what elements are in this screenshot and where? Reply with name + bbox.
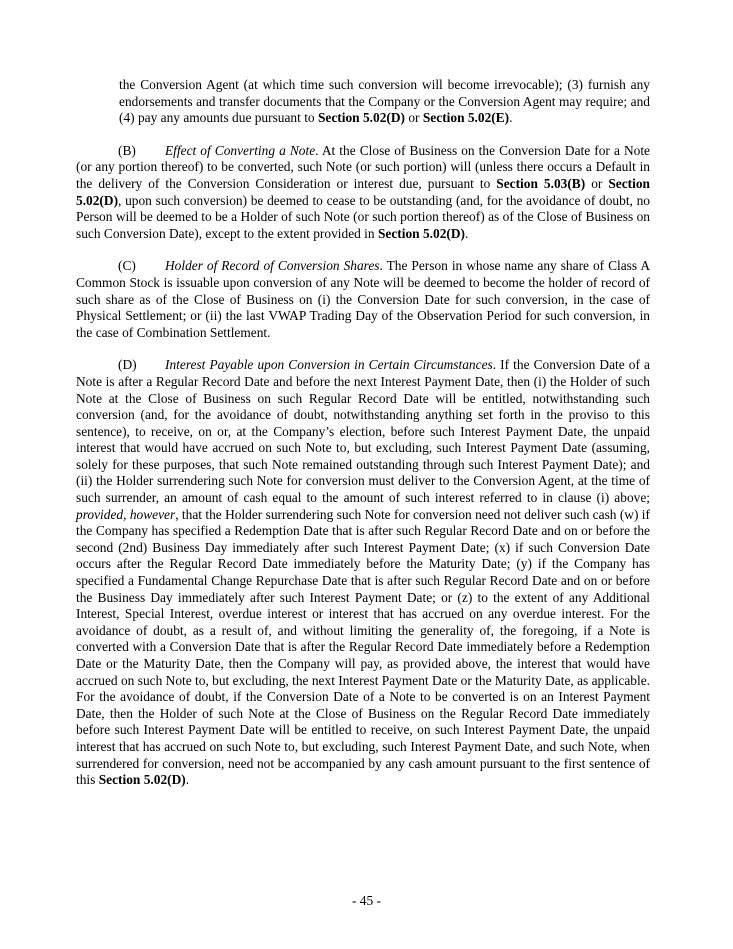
text-run: . If the Conversion Date of a Note is after a Regular Record Date and before the next Interest Payment Date, then (i) the Holder of such Note at the Close of Business on such Regular Record Date will be entitled, notwithstanding such conversion (and, for the avoidance of doubt, notwithstanding anything set forth in the proviso to this sentence), to receive, on or, at the Company’s election, before such Interest Payment Date, the unpaid interest that would have accrued on such Note to, but excluding, such Interest Payment Date (assuming, solely for these purposes, that such Note remained outstanding through such Interest Payment Date); and (ii) the Holder surrendering such Note for conversion must deliver to the Conversion Agent, at the time of such surrender, an amount of cash equal to the amount of such interest referred to in clause (i) above;: [76, 357, 650, 506]
paragraph-label-d: (D): [118, 357, 137, 373]
text-run: provided, however: [76, 506, 176, 522]
text-run: Section 5.02(D): [76, 175, 650, 208]
paragraph-interest-payable: [76, 357, 650, 788]
text-run: . The Person in whose name any share of Class A Common Stock is issuable upon conversion of any Note will be deemed to become the holder of record of such share as of the Close of Business on (i) the Conversion Date for such conversion, in the case of Physical Settlement; or (ii) the last VWAP Trading Day of the Observation Period for such conversion, in the case of Combination Settlement.: [76, 258, 651, 340]
paragraph-label-b: (B): [118, 142, 136, 158]
text-run: .: [509, 110, 513, 126]
text-run: the Conversion Agent (at which time such conversion will become irrevocable); (3) furnish any endorsements and transfer documents that the Company or the Conversion Agent may require; and (4) pay any amounts due pursuant to: [119, 77, 650, 126]
text-run: , upon such conversion) be deemed to cease to be outstanding (and, for the avoidance of doubt, no Person will be deemed to be a Holder of such Note (or such portion thereof) as of the Close of Business on such Conversion Date), except to the extent provided in: [76, 192, 650, 241]
text-run: , that the Holder surrendering such Note for conversion need not deliver such cash (w) if the Company has specified a Redemption Date that is after such Regular Record Date and on or before the second (2nd) Business Day immediately after such Interest Payment Date; (x) if such Conversion Date occurs after the Regular Record Date immediately before the Maturity Date; (y) if the Company has specified a Fundamental Change Repurchase Date that is after such Regular Record Date and on or before the Business Day immediately after such Interest Payment Date; or (z) to the extent of any Additional Interest, Special Interest, overdue interest or interest that has accrued on any overdue interest. For the avoidance of doubt, as a result of, and without limiting the generality of, the foregoing, if a Note is converted with a Conversion Date that is after the Regular Record Date immediately before a Redemption Date or the Maturity Date, then the Company will pay, as provided above, the interest that would have accrued on such Note to, but excluding, the next Interest Payment Date or the Maturity Date, as applicable. For the avoidance of doubt, if the Conversion Date of a Note to be converted is on an Interest Payment Date, then the Holder of such Note at the Close of Business on the Regular Record Date immediately before such Interest Payment Date will be entitled to receive, on such Interest Payment Date, the unpaid interest that has accrued on such Note to, but excluding, such Interest Payment Date, and such Note, when surrendered for conversion, need not be accompanied by any cash amount pursuant to the first sentence of this: [76, 506, 650, 788]
text-run: Section 5.02(D): [317, 110, 405, 126]
text-run: Section 5.02(E): [422, 110, 510, 126]
text-run: Section 5.02(D): [98, 772, 186, 788]
text-run: Section 5.03(B): [496, 175, 586, 191]
page-number: - 45 -: [351, 893, 381, 908]
paragraph-effect-of-converting-a-note: [76, 143, 650, 243]
text-run: or: [585, 175, 609, 191]
text-run: Holder of Record of Conversion Shares: [165, 258, 380, 274]
text-run: or: [405, 110, 423, 126]
text-run: .: [464, 225, 469, 241]
text-run: .: [185, 772, 190, 788]
paragraph-label-c: (C): [118, 258, 136, 274]
text-run: . At the Close of Business on the Conversion Date for a Note (or any portion thereof) to be converted, such Note (or such portion) will (unless there occurs a Default in the delivery of the Conversion Consideration or interest due, pursuant to: [76, 142, 650, 191]
text-run: Section 5.02(D): [377, 225, 465, 241]
paragraph-holder-of-record: [76, 258, 650, 341]
clause-continuation-paragraph: [119, 77, 650, 127]
paragraph-text: [76, 357, 650, 787]
document-body: [76, 77, 650, 805]
text-run: Interest Payable upon Conversion in Certain Circumstances: [165, 357, 493, 373]
text-run: Effect of Converting a Note: [165, 142, 316, 158]
